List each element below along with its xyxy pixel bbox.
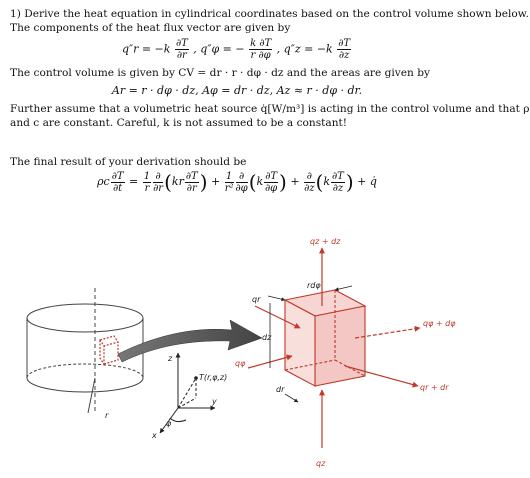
problem-statement-line-5: and c are constant. Careful, k is not assumed to be a constant! xyxy=(10,117,348,129)
cylinder-r-label: r xyxy=(105,411,109,420)
qr-plus-dr-label: qr + dr xyxy=(420,383,449,392)
area-equation: Ar = r · dφ · dz, Aφ = dr · dz, Az ≈ r · dφ · dr. xyxy=(111,84,363,97)
final-t1-op-num: ∂ xyxy=(153,171,163,183)
x-axis-label: x xyxy=(152,431,157,440)
flux-qz-fraction xyxy=(337,38,351,61)
flux-qz-lhs: , q″z = −k xyxy=(276,42,333,56)
qz-label: qz xyxy=(316,459,326,468)
y-axis-label: y xyxy=(212,397,217,406)
final-t1-coef-den: r xyxy=(144,182,150,194)
problem-statement-line-4: Further assume that a volumetric heat source q̇[W/m³] is acting in the control volume and that ρ xyxy=(10,103,530,115)
final-t2-in-den: ∂φ xyxy=(265,182,278,194)
flux-qz-den: ∂z xyxy=(338,50,350,61)
qz-plus-dz-label: qz + dz xyxy=(310,237,341,246)
paren-close-1: ) xyxy=(199,170,208,194)
qr-label: qr xyxy=(252,295,261,304)
final-t2-op-den: ∂φ xyxy=(235,182,248,194)
final-t2-in xyxy=(264,171,278,194)
paren-open-1: ( xyxy=(164,170,172,194)
control-volume-block xyxy=(285,290,365,386)
flux-qphi-den: r ∂φ xyxy=(250,50,271,61)
final-t1-op-den: ∂r xyxy=(153,182,164,194)
problem-statement-line-2: The components of the heat flux vector are given by xyxy=(10,22,291,34)
final-t2-inner: k xyxy=(256,175,264,188)
dz-label: dz xyxy=(262,333,272,342)
heat-flux-equation xyxy=(0,38,474,61)
paren-open-3: ( xyxy=(315,170,324,194)
final-t1-op xyxy=(153,171,163,194)
z-axis-label: z xyxy=(168,354,173,363)
flux-qr-num: ∂T xyxy=(175,38,188,49)
final-t3-op-den: ∂z xyxy=(304,182,315,194)
final-t2-op-num: ∂ xyxy=(236,171,248,183)
plus-1: + xyxy=(211,175,221,188)
final-t2-op xyxy=(236,171,248,194)
final-equals: = xyxy=(129,175,139,188)
flux-qr-den: ∂r xyxy=(176,50,187,61)
final-t1-coef-num: 1 xyxy=(143,170,151,182)
final-lhs-fraction xyxy=(111,171,125,194)
flux-qr-fraction xyxy=(175,38,189,61)
flux-qphi-fraction xyxy=(249,38,272,61)
problem-statement-line-6: The final result of your derivation should be xyxy=(10,156,247,168)
point-marker xyxy=(194,376,198,380)
final-heat-equation xyxy=(0,170,474,194)
final-t1-coef xyxy=(143,171,151,194)
final-t2-coef-den: r² xyxy=(224,182,234,194)
problem-statement-line-3: The control volume is given by CV = dr · r · dφ · dz and the areas are given by xyxy=(10,67,430,79)
final-t3-in-num: ∂T xyxy=(332,170,344,182)
final-t2-in-num: ∂T xyxy=(265,170,278,182)
final-t1-in-num: ∂T xyxy=(185,170,198,182)
flux-qphi-lhs: , q″φ = − xyxy=(193,42,245,56)
paren-close-2: ) xyxy=(279,170,287,194)
flux-qr-lhs: q″r = −k xyxy=(121,42,171,56)
final-t1-inner: kr xyxy=(171,175,184,188)
flux-qphi-num: k ∂T xyxy=(250,38,272,49)
qphi-plus-dphi-label: qφ + dφ xyxy=(423,319,456,328)
plus-2: + xyxy=(290,175,300,188)
final-lhs-den: ∂t xyxy=(113,182,123,194)
final-t3-in xyxy=(331,171,345,194)
rdphi-label: rdφ xyxy=(307,281,321,290)
flux-qz-num: ∂T xyxy=(338,38,351,49)
cylinder-element xyxy=(100,336,118,364)
point-T-label: T(r,φ,z) xyxy=(199,373,228,382)
paren-open-2: ( xyxy=(248,170,257,194)
final-t3-op xyxy=(304,171,314,194)
final-t1-in-den: ∂r xyxy=(186,182,197,194)
final-t2-coef xyxy=(225,171,234,194)
dr-label: dr xyxy=(276,385,285,394)
magnify-arrow-icon xyxy=(118,320,262,362)
final-rho-c: ρc xyxy=(97,175,110,188)
control-volume-figure xyxy=(0,228,474,478)
final-lhs-num: ∂T xyxy=(111,170,124,182)
paren-close-3: ) xyxy=(345,170,354,194)
final-t1-in xyxy=(185,171,199,194)
final-source-term: + q̇ xyxy=(357,175,377,188)
phi-angle-label: φ xyxy=(166,419,172,428)
problem-statement-line-1: 1) Derive the heat equation in cylindrical coordinates based on the control volume shown below. xyxy=(10,8,529,20)
final-t2-coef-num: 1 xyxy=(225,170,233,182)
final-t3-op-num: ∂ xyxy=(304,171,314,183)
final-t3-inner: k xyxy=(323,175,330,188)
final-t3-in-den: ∂z xyxy=(332,182,344,194)
qphi-label: qφ xyxy=(235,359,246,368)
